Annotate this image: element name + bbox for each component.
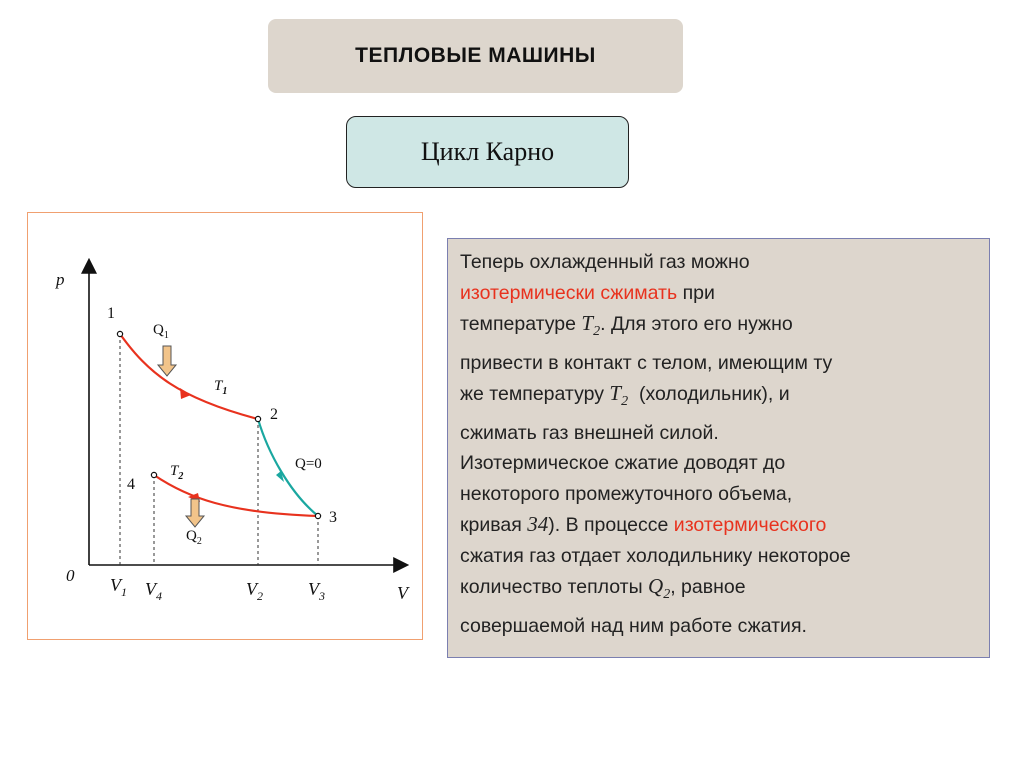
- point-2-label: 2: [270, 406, 278, 423]
- text-line-3: температуре $T_2$. Для этого его нужно: [460, 311, 793, 340]
- section-title: Цикл Карно: [346, 116, 629, 188]
- q2-sub: 2: [196, 536, 202, 547]
- symbol-q2: $Q_2$: [648, 574, 671, 603]
- point-1-label: 1: [107, 305, 115, 322]
- p-axis-label: p: [56, 270, 65, 289]
- t1-label: $T_1$: [214, 378, 228, 397]
- v-axis-label: V: [397, 583, 408, 603]
- explanation-text: [447, 238, 990, 658]
- origin-label: 0: [66, 566, 75, 585]
- pv-diagram-svg: [28, 213, 424, 641]
- text-line-12: совершаемой над ним работе сжатия.: [460, 615, 807, 638]
- v1-label: $V_1$: [110, 575, 127, 599]
- page-title: ТЕПЛОВЫЕ МАШИНЫ: [268, 19, 683, 93]
- point-2: [255, 416, 260, 421]
- text-line-8: некоторого промежуточного объема,: [460, 482, 793, 505]
- curve-number: 34: [527, 512, 549, 537]
- text-line-1: Теперь охлажденный газ можно: [460, 251, 750, 273]
- q1-label: $Q_1$: [153, 322, 169, 341]
- highlight-isothermal-compression: изотермически сжимать: [460, 281, 678, 304]
- q0-label: Q=0: [295, 456, 322, 472]
- text-line-9: кривая 34). В процессе изотермического: [460, 512, 827, 537]
- v2-label: $V_2$: [246, 579, 263, 603]
- t1-sub: 1: [222, 386, 228, 397]
- point-4-label: 4: [127, 476, 135, 493]
- text-line-2: изотермически сжимать при: [460, 281, 715, 304]
- t2-label: $T_2$: [170, 463, 184, 482]
- text-line-4: привести в контакт с телом, имеющим ту: [460, 351, 833, 374]
- point-3-label: 3: [329, 509, 337, 526]
- text-line-5: же температуру $T_2$ (холодильник), и: [460, 381, 790, 410]
- point-4: [151, 472, 156, 477]
- symbol-t2: $T_2$: [581, 311, 601, 340]
- symbol-t2: $T_2$: [609, 381, 629, 410]
- v4-label: $V_4$: [145, 579, 162, 603]
- t2-sub: 2: [178, 471, 184, 482]
- q1-sub: 1: [163, 330, 169, 341]
- heat-in-arrow: [158, 346, 176, 376]
- text-line-7: Изотермическое сжатие доводят до: [460, 452, 786, 475]
- pv-diagram: [27, 212, 423, 640]
- isotherm-t1: [120, 334, 258, 419]
- q2-label: $Q_2$: [186, 528, 202, 547]
- heat-out-arrow: [186, 499, 204, 527]
- point-1: [117, 331, 122, 336]
- v3-label: $V_3$: [308, 579, 325, 603]
- highlight-isothermal: изотермического: [673, 514, 827, 537]
- point-3: [315, 513, 320, 518]
- text-line-11: количество теплоты $Q_2$, равное: [460, 574, 746, 603]
- text-line-10: сжатия газ отдает холодильнику некоторое: [460, 544, 851, 567]
- text-line-6: сжимать газ внешней силой.: [460, 421, 719, 444]
